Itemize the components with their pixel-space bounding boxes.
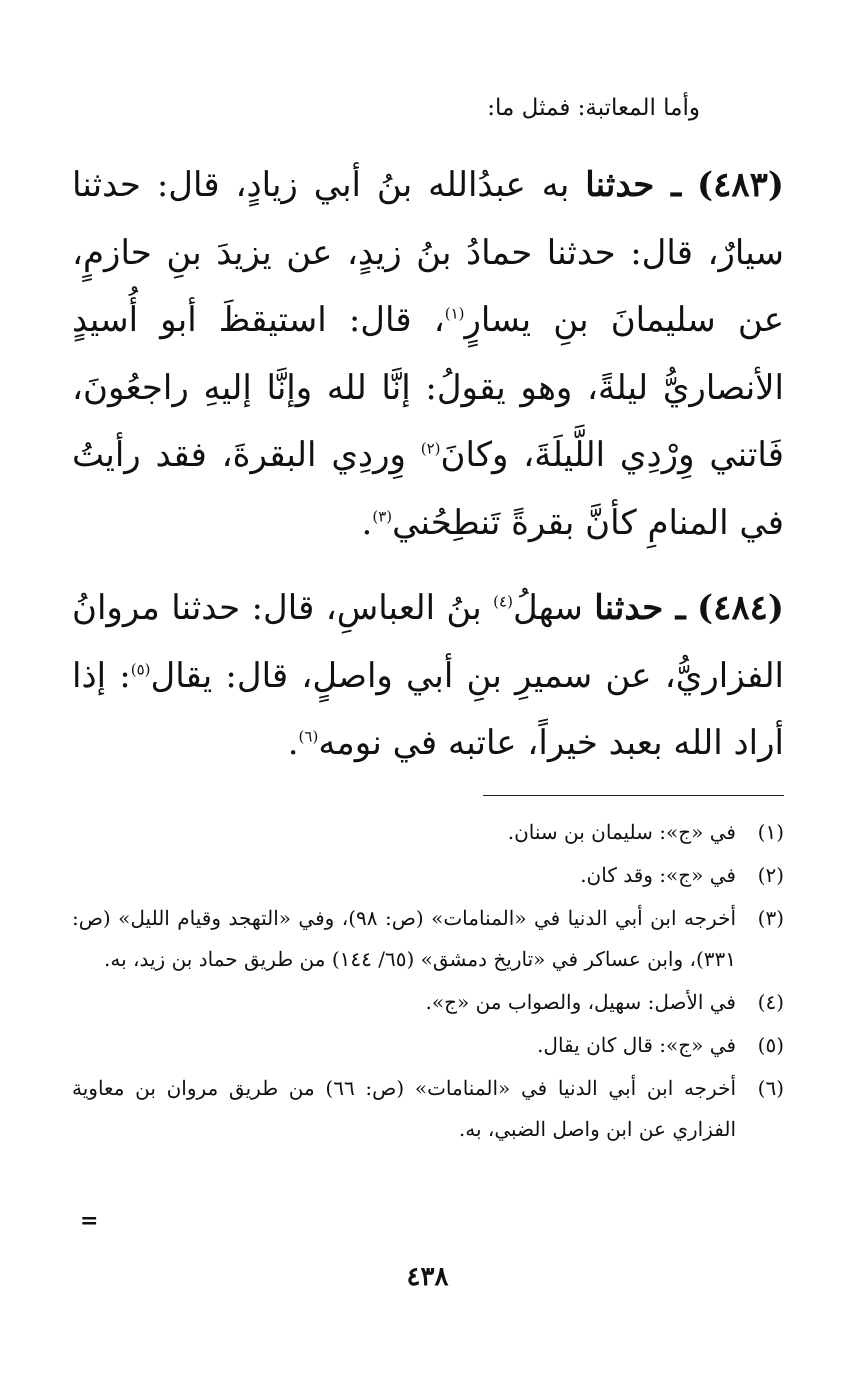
- hadith-number: (٤٨٣): [697, 165, 784, 205]
- footnote-ref: (٢): [420, 439, 441, 458]
- footnote-ref: (١): [444, 304, 465, 323]
- hadith-text: وِردِي البقرةَ، فقد رأيتُ في المنامِ كأنَّ بقرةً تَنطِحُني: [72, 435, 784, 543]
- footnote-item: [72, 1068, 784, 1150]
- hadith-text: : إذا أراد الله بعبد خيراً، عاتبه في نومه: [72, 655, 784, 763]
- footnote-ref: (٥): [130, 660, 151, 679]
- hadith-lead: ـ حدثنا: [585, 165, 682, 205]
- footnote-text: في الأصل: سهيل، والصواب من «ج».: [425, 990, 736, 1014]
- hadith-text: بنُ العباسِ، قال: حدثنا مروانُ الفزاريُّ، عن سميرِ بنِ أبي واصلٍ، قال: يقال: [72, 588, 785, 696]
- hadith-lead: ـ حدثنا: [594, 588, 686, 628]
- footnotes: [72, 812, 784, 1152]
- footnote-item: [72, 982, 784, 1023]
- footnote-item: [72, 812, 784, 853]
- main-text: [72, 88, 784, 778]
- footnote-text: أخرجه ابن أبي الدنيا في «المنامات» (ص: ٦٦) من طريق مروان بن معاوية الفزاري عن ابن واصل الضبي، به.: [72, 1076, 736, 1141]
- footnote-item: [72, 855, 784, 896]
- footnote-number: (٦): [757, 1076, 784, 1100]
- footnote-item: [72, 898, 784, 980]
- hadith-number: (٤٨٤): [697, 588, 784, 628]
- page-number: ٤٣٨: [406, 1262, 449, 1292]
- footnote-text: أخرجه ابن أبي الدنيا في «المنامات» (ص: ٩٨)، وفي «التهجد وقيام الليل» (ص: ٣٣١)، وابن عساكر في «تاريخ دمشق» (٦٥/ ١٤٤) من طريق حماد بن زيد، به.: [72, 906, 736, 971]
- footnote-item: [72, 1025, 784, 1066]
- hadith-text: ، قال: استيقظَ أبو أُسيدٍ الأنصاريُّ ليلةً، وهو يقولُ: إنَّا لله وإنَّا إليهِ راجعُونَ، فَاتني وِرْدِي اللَّيلَةَ، وكانَ: [72, 300, 784, 475]
- footnote-number: (١): [757, 820, 784, 844]
- continuation-mark: =: [80, 1208, 99, 1234]
- footnote-text: في «ج»: وقد كان.: [580, 863, 736, 887]
- footnote-number: (٤): [757, 990, 784, 1014]
- footnote-ref: (٣): [372, 507, 393, 526]
- hadith-text: .: [361, 502, 373, 543]
- intro-line: وأما المعاتبة: فمثل ما:: [487, 95, 700, 121]
- hadith-text: .: [287, 723, 299, 763]
- footnote-number: (٢): [757, 863, 784, 887]
- footnote-number: (٥): [757, 1033, 784, 1057]
- footnote-ref: (٦): [298, 727, 319, 746]
- footnote-text: في «ج»: سليمان بن سنان.: [507, 820, 736, 844]
- hadith-text: به عبدُالله بنُ أبي زيادٍ، قال: حدثنا سيارٌ، قال: حدثنا حمادُ بنُ زيدٍ، عن يزيدَ بنِ حازمٍ، عن سليمانَ بنِ يسارٍ: [72, 165, 784, 340]
- footnote-ref: (٤): [493, 592, 513, 611]
- hadith-483: [72, 152, 784, 557]
- footnote-divider: [483, 795, 784, 796]
- footnote-number: (٣): [757, 906, 784, 930]
- hadith-text: سهلُ: [512, 588, 595, 628]
- hadith-484: [72, 575, 784, 778]
- footnote-text: في «ج»: قال كان يقال.: [537, 1033, 736, 1057]
